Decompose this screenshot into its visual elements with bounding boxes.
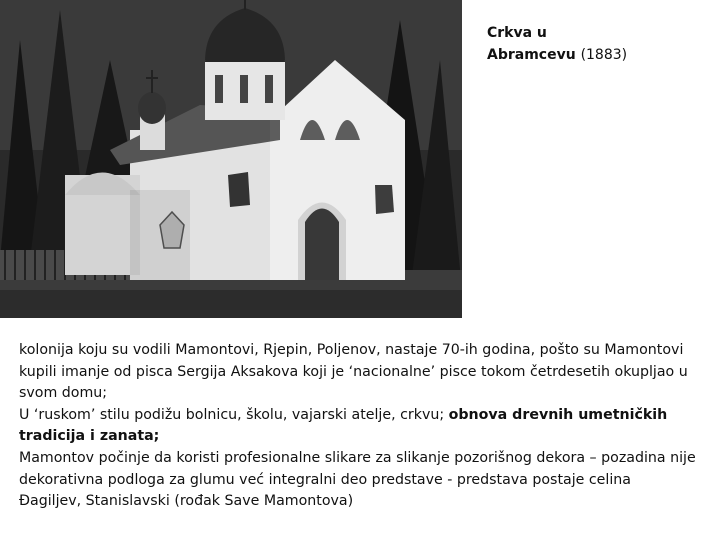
paragraph-2 bbox=[19, 405, 709, 448]
caption-name: Abramcevu bbox=[487, 47, 576, 63]
caption-line-2 bbox=[487, 44, 707, 66]
paragraph-3: Mamontov počinje da koristi profesionalne slikare za slikanje pozorišnog dekora – pozadina nije dekorativna podloga za glumu već integralni deo predstave - predstava postaje celina bbox=[19, 449, 696, 488]
caption-year: (1883) bbox=[580, 47, 628, 63]
body-text bbox=[19, 340, 709, 513]
paragraph-4: Đagiljev, Stanislavski (rođak Save Mamontova) bbox=[19, 493, 354, 510]
photo-caption bbox=[487, 22, 707, 66]
paragraph-1: kolonija koju su vodili Mamontovi, Rjepin, Poljenov, nastaje 70-ih godina, pošto su Mamontovi kupili imanje od pisca Sergija Aksakova koji je ‘nacionalne’ pisce tokom četrdesetih okupljao u svom domu; bbox=[19, 342, 688, 402]
church-photo bbox=[0, 0, 462, 318]
paragraph-2-bold: obnova drevnih umetničkih tradicija i zanata; bbox=[19, 406, 668, 445]
paragraph-2-regular: U ‘ruskom’ stilu podižu bolnicu, školu, vajarski atelje, crkvu; bbox=[19, 406, 449, 423]
caption-line-1: Crkva u bbox=[487, 25, 547, 41]
